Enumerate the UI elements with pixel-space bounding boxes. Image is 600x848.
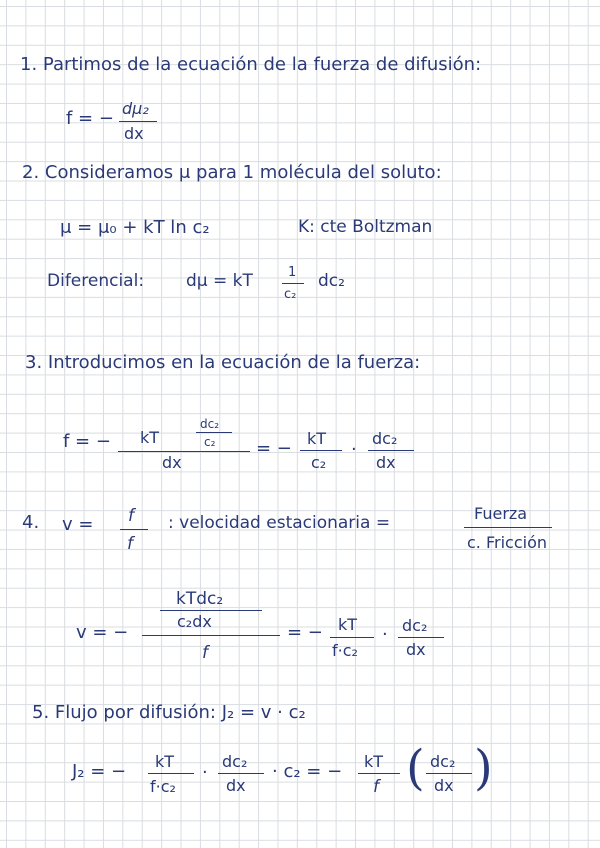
- step5-frac4-den: dx: [434, 776, 454, 795]
- step4-frac2-den: f·c₂: [332, 641, 358, 660]
- step1-eq-den: dx: [124, 124, 144, 143]
- step3-eq2: = −: [256, 438, 292, 459]
- step5-frac1-bar: [148, 773, 194, 774]
- step5-frac2-den: dx: [226, 776, 246, 795]
- step3-heading: 3. Introducimos en la ecuación de la fuerza:: [25, 352, 421, 373]
- step5-mid: · c₂ = −: [272, 761, 343, 782]
- step4-number: 4.: [22, 512, 40, 533]
- step5-frac4-num: dc₂: [430, 752, 456, 771]
- step2-diff-bar: [282, 283, 304, 284]
- step2-diff-rhs: dc₂: [318, 271, 345, 291]
- step5-dot1: ·: [202, 762, 208, 783]
- step4-ratio-bar: [464, 527, 552, 528]
- step5-frac4-bar: [426, 773, 472, 774]
- step5-frac3-num: kT: [364, 752, 384, 771]
- step5-frac3-den: f: [373, 777, 379, 797]
- step4-frac2-bar: [330, 637, 374, 638]
- step4-ratio-num: Fuerza: [474, 504, 528, 523]
- step4-v-bar: [120, 529, 148, 530]
- step3-frac3-bar: [368, 450, 414, 451]
- step2-diff-label: Diferencial:: [47, 271, 145, 291]
- step5-frac1-num: kT: [155, 752, 175, 771]
- step5-paren-open: (: [406, 740, 425, 796]
- step4-frac3-bar: [398, 637, 444, 638]
- step3-frac2-num: kT: [307, 429, 327, 448]
- step3-main-bar: [118, 451, 250, 452]
- step4-bottom-den: f: [202, 643, 208, 663]
- step5-j-eq: J₂ = −: [72, 761, 127, 782]
- step4-mid-num: c₂dx: [177, 612, 212, 631]
- step3-inner-num: dc₂: [200, 417, 220, 431]
- step1-eq-num: dμ₂: [122, 99, 149, 118]
- step1-eq-lhs: f = −: [66, 108, 114, 129]
- step5-heading: 5. Flujo por difusión: J₂ = v · c₂: [32, 702, 306, 723]
- step4-ratio-den: c. Fricción: [467, 533, 547, 552]
- step4-desc: : velocidad estacionaria =: [168, 513, 391, 533]
- step2-diff-den: c₂: [284, 287, 297, 302]
- step5-frac2-num: dc₂: [222, 752, 248, 771]
- step4-eq2: = −: [287, 622, 323, 643]
- step5-frac3-bar: [358, 773, 400, 774]
- step4-top-num: kTdc₂: [176, 589, 224, 609]
- step1-heading: 1. Partimos de la ecuación de la fuerza de difusión:: [20, 54, 482, 75]
- step3-frac3-den: dx: [376, 453, 396, 472]
- step5-frac1-den: f·c₂: [150, 777, 176, 796]
- step4-frac3-num: dc₂: [402, 616, 428, 635]
- step4-v-num: f: [128, 506, 134, 526]
- step2-diff-lhs: dμ = kT: [186, 271, 253, 291]
- step4-v-den: f: [127, 534, 133, 554]
- step4-main-bar: [142, 635, 280, 636]
- step3-top-num: kT: [140, 428, 160, 447]
- step3-bottom-den: dx: [162, 453, 182, 472]
- step5-frac2-bar: [218, 773, 264, 774]
- step4-v-eq: v =: [62, 514, 94, 535]
- step3-frac2-bar: [300, 450, 342, 451]
- step2-note: K: cte Boltzman: [298, 217, 433, 237]
- step5-paren-close: ): [474, 740, 493, 796]
- step4-v2-eq: v = −: [76, 622, 129, 643]
- step3-f-eq: f = −: [63, 431, 111, 452]
- step4-dot: ·: [382, 624, 388, 645]
- step4-frac2-num: kT: [338, 615, 358, 634]
- step4-frac3-den: dx: [406, 640, 426, 659]
- step1-eq-bar: [119, 121, 157, 122]
- step3-dot: ·: [351, 439, 357, 460]
- step3-inner-den: c₂: [204, 435, 216, 449]
- step2-heading: 2. Consideramos μ para 1 molécula del soluto:: [22, 162, 442, 183]
- step3-inner-bar: [196, 432, 232, 433]
- step3-frac3-num: dc₂: [372, 429, 398, 448]
- step2-diff-num: 1: [288, 265, 297, 280]
- step3-frac2-den: c₂: [311, 453, 327, 472]
- step2-eq-mu: μ = μ₀ + kT ln c₂: [60, 217, 210, 238]
